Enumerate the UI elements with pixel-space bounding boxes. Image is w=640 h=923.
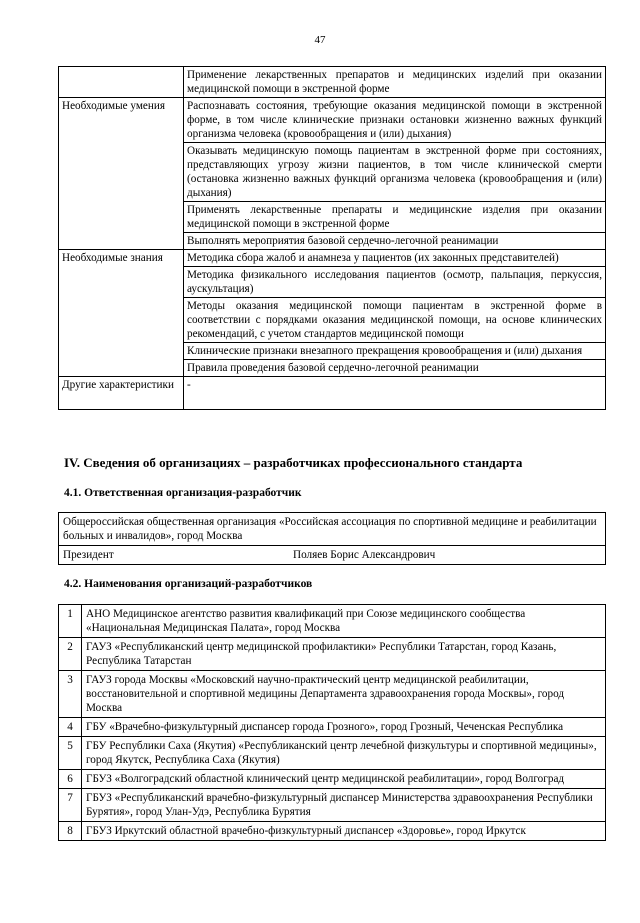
- table-cell: Методика сбора жалоб и анамнеза у пациентов (их законных представителей): [184, 250, 606, 267]
- page-number: 47: [314, 34, 326, 46]
- table-cell: Правила проведения базовой сердечно-легочной реанимации: [184, 360, 606, 377]
- row-label-other: Другие характеристики: [59, 377, 184, 410]
- organization-name: ГАУЗ «Республиканский центр медицинской профилактики» Республики Татарстан, город Казань, Республика Татарстан: [82, 638, 606, 671]
- table-cell: Клинические признаки внезапного прекращения кровообращения и (или) дыхания: [184, 343, 606, 360]
- table-row: [59, 377, 606, 410]
- subsection-title: 4.1. Ответственная организация-разработчик: [64, 487, 302, 499]
- table-row: [59, 789, 606, 822]
- table-row: [59, 638, 606, 671]
- table-row: [59, 822, 606, 841]
- section-title: IV. Сведения об организациях – разработчиках профессионального стандарта: [64, 455, 523, 470]
- table-row: [59, 546, 606, 565]
- table-row: [59, 605, 606, 638]
- table-row: [59, 67, 606, 98]
- organization-name: ГБУЗ «Волгоградский областной клинический центр медицинской реабилитации», город Волгоград: [82, 770, 606, 789]
- row-number: 8: [59, 822, 82, 841]
- row-label: [59, 67, 184, 98]
- table-cell: Выполнять мероприятия базовой сердечно-легочной реанимации: [184, 233, 606, 250]
- table-cell: Методика физикального исследования пациентов (осмотр, пальпация, перкуссия, аускультация): [184, 267, 606, 298]
- signatory-person: Поляев Борис Александрович: [293, 549, 436, 561]
- organization-name: АНО Медицинское агентство развития квалификаций при Союзе медицинского сообщества «Национальная Медицинская Палата», город Москва: [82, 605, 606, 638]
- organization-name: Общероссийская общественная организация «Российская ассоциация по спортивной медицине и реабилитации больных и инвалидов», город Москва: [59, 513, 606, 546]
- organization-name: ГАУЗ города Москвы «Московский научно-практический центр медицинской реабилитации, восстановительной и спортивной медицины Департамента здравоохранения города Москвы», город Москва: [82, 671, 606, 718]
- row-number: 4: [59, 718, 82, 737]
- row-number: 5: [59, 737, 82, 770]
- organization-name: ГБУЗ Иркутский областной врачебно-физкультурный диспансер «Здоровье», город Иркутск: [82, 822, 606, 841]
- table-row: [59, 718, 606, 737]
- subsection-title: 4.2. Наименования организаций-разработчиков: [64, 578, 313, 590]
- table-row: [59, 513, 606, 546]
- table-row: [59, 98, 606, 143]
- row-label-skills: Необходимые умения: [59, 98, 184, 250]
- signatory-role: Президент: [63, 549, 114, 561]
- table-row: [59, 737, 606, 770]
- organization-name: ГБУ Республики Саха (Якутия) «Республиканский центр лечебной физкультуры и спортивной медицины», город Якутск, Республика Саха (Якутия): [82, 737, 606, 770]
- table-row: [59, 250, 606, 267]
- developer-organizations-table: [58, 604, 606, 841]
- table-cell: Применять лекарственные препараты и медицинские изделия при оказании медицинской помощи в экстренной форме: [184, 202, 606, 233]
- row-number: 2: [59, 638, 82, 671]
- table-row: [59, 671, 606, 718]
- signatory-cell: [59, 546, 606, 565]
- row-number: 1: [59, 605, 82, 638]
- row-label-knowledge: Необходимые знания: [59, 250, 184, 377]
- table-row: [59, 770, 606, 789]
- table-cell: Методы оказания медицинской помощи пациентам в экстренной форме в соответствии с порядками оказания медицинской помощи, на основе клинических рекомендаций, с учетом стандартов медицинской помощи: [184, 298, 606, 343]
- row-number: 3: [59, 671, 82, 718]
- table-cell: Распознавать состояния, требующие оказания медицинской помощи в экстренной форме, в том числе клинические признаки остановки жизненно важных функций организма человека (кровообращения и (или) дыхания): [184, 98, 606, 143]
- organization-name: ГБУЗ «Республиканский врачебно-физкультурный диспансер Министерства здравоохранения Республики Бурятия», город Улан-Удэ, Республика Бурятия: [82, 789, 606, 822]
- row-number: 6: [59, 770, 82, 789]
- table-cell: -: [184, 377, 606, 410]
- table-cell: Применение лекарственных препаратов и медицинских изделий при оказании медицинской помощи в экстренной форме: [184, 67, 606, 98]
- skills-knowledge-table: [58, 66, 606, 410]
- organization-name: ГБУ «Врачебно-физкультурный диспансер города Грозного», город Грозный, Чеченская Республика: [82, 718, 606, 737]
- responsible-organization-table: [58, 512, 606, 565]
- table-cell: Оказывать медицинскую помощь пациентам в экстренной форме при состояниях, представляющих угрозу жизни пациентов, в том числе клинической смерти (остановка жизненно важных функций организма человека (кровообращения и (или) дыхания): [184, 143, 606, 202]
- row-number: 7: [59, 789, 82, 822]
